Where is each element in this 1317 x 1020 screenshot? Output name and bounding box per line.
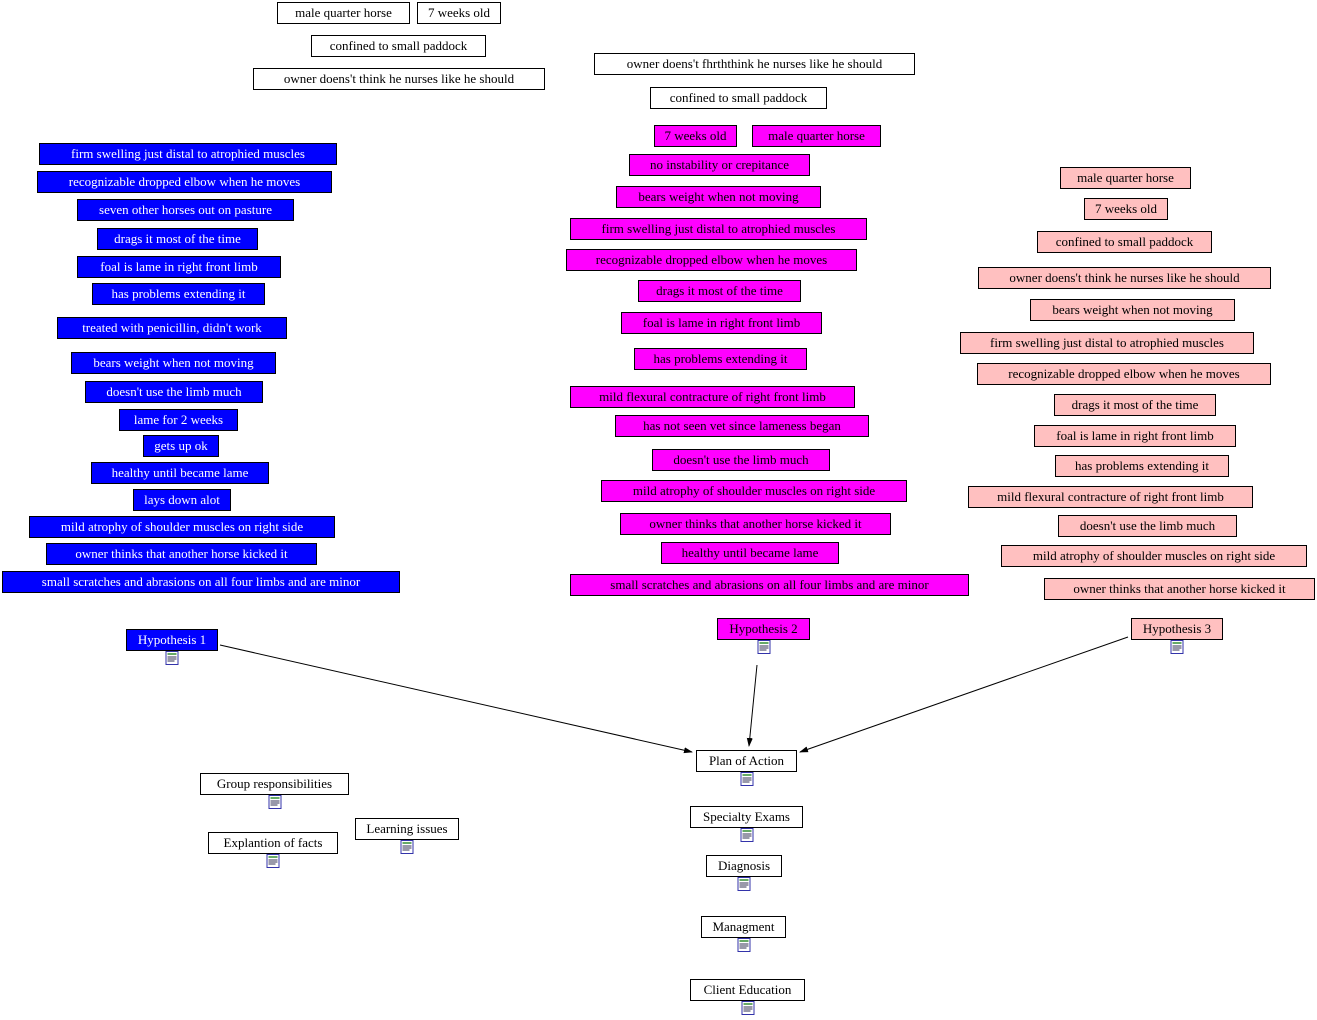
node-management[interactable] xyxy=(701,916,786,938)
node-label: foal is lame in right front limb xyxy=(642,315,801,330)
node-h1_owner_nurses[interactable] xyxy=(253,68,545,90)
node-hypothesis_3[interactable] xyxy=(1131,618,1223,640)
node-label: lays down alot xyxy=(144,492,220,507)
node-m_owner_kicked[interactable] xyxy=(620,513,891,535)
node-label: Hypothesis 1 xyxy=(137,632,207,647)
node-p_firm_swelling[interactable] xyxy=(960,332,1254,354)
node-p_dropped_elbow[interactable] xyxy=(977,363,1271,385)
node-m_drags_it[interactable] xyxy=(638,280,801,302)
node-b_mild_atrophy[interactable] xyxy=(29,516,335,538)
node-label: 7 weeks old xyxy=(427,5,491,20)
node-label: has problems extending it xyxy=(111,286,246,301)
node-label: small scratches and abrasions on all four limbs and are minor xyxy=(41,574,361,589)
node-client_education[interactable] xyxy=(690,979,805,1001)
node-b_dropped_elbow[interactable] xyxy=(37,171,332,193)
node-label: 7 weeks old xyxy=(664,128,727,143)
node-label: bears weight when not moving xyxy=(638,189,799,204)
node-label: foal is lame in right front limb xyxy=(1056,428,1214,443)
node-label: firm swelling just distal to atrophied muscles xyxy=(601,221,836,236)
document-icon xyxy=(737,938,750,952)
node-h2_confined[interactable] xyxy=(650,87,827,109)
node-p_foal_lame[interactable] xyxy=(1034,425,1236,447)
node-p_doesnt_use[interactable] xyxy=(1058,515,1237,537)
node-group_responsibilities[interactable] xyxy=(200,773,349,795)
node-label: Hypothesis 2 xyxy=(729,621,798,636)
node-m_not_seen_vet[interactable] xyxy=(615,415,869,437)
node-label: doesn't use the limb much xyxy=(106,384,242,399)
node-label: has problems extending it xyxy=(1075,458,1209,473)
node-label: mild flexural contracture of right front limb xyxy=(599,389,826,404)
node-label: Specialty Exams xyxy=(702,809,790,824)
node-b_lays_down[interactable] xyxy=(133,489,231,511)
node-label: owner doens't think he nurses like he should xyxy=(1009,270,1240,285)
node-b_scratches[interactable] xyxy=(2,571,400,593)
node-label: has not seen vet since lameness began xyxy=(643,418,841,433)
node-label: doesn't use the limb much xyxy=(1079,518,1216,533)
node-label: mild flexural contracture of right front limb xyxy=(997,489,1224,504)
document-icon xyxy=(267,854,280,868)
node-label: confined to small paddock xyxy=(329,38,468,53)
node-label: recognizable dropped elbow when he moves xyxy=(595,252,828,267)
node-label: lame for 2 weeks xyxy=(133,412,224,427)
node-m_bears_weight[interactable] xyxy=(616,186,821,208)
node-m_firm_swelling[interactable] xyxy=(570,218,867,240)
document-icon xyxy=(757,640,770,654)
node-label: seven other horses out on pasture xyxy=(99,202,272,217)
node-label: bears weight when not moving xyxy=(1052,302,1213,317)
node-p_owner_nurses[interactable] xyxy=(978,267,1271,289)
node-b_firm_swelling[interactable] xyxy=(39,143,337,165)
node-m_male_quarter_horse[interactable] xyxy=(752,125,881,147)
node-m_dropped_elbow[interactable] xyxy=(566,249,857,271)
node-label: bears weight when not moving xyxy=(93,355,254,370)
node-label: healthy until became lame xyxy=(111,465,249,480)
node-b_seven_horses[interactable] xyxy=(77,199,294,221)
node-label: firm swelling just distal to atrophied muscles xyxy=(990,335,1224,350)
node-hypothesis_1[interactable] xyxy=(126,629,218,651)
node-label: healthy until became lame xyxy=(681,545,819,560)
node-label: confined to small paddock xyxy=(669,90,808,105)
node-label: owner thinks that another horse kicked it xyxy=(649,516,862,531)
node-label: owner thinks that another horse kicked it xyxy=(1073,581,1286,596)
node-plan_of_action[interactable] xyxy=(696,750,797,772)
node-m_foal_lame[interactable] xyxy=(621,312,822,334)
node-label: firm swelling just distal to atrophied muscles xyxy=(71,146,305,161)
node-m_mild_atrophy[interactable] xyxy=(601,480,907,502)
node-label: Managment xyxy=(712,919,775,934)
document-icon xyxy=(268,795,281,809)
document-icon xyxy=(740,828,753,842)
node-h1_confined[interactable] xyxy=(311,35,486,57)
node-diagnosis[interactable] xyxy=(706,855,782,877)
node-label: owner doens't fhrththink he nurses like he should xyxy=(626,56,883,71)
document-icon xyxy=(401,840,414,854)
node-label: gets up ok xyxy=(154,438,208,453)
node-b_lame_2_weeks[interactable] xyxy=(119,409,238,431)
node-label: drags it most of the time xyxy=(114,231,241,246)
node-m_scratches[interactable] xyxy=(570,574,969,596)
node-label: mild atrophy of shoulder muscles on right side xyxy=(1032,548,1276,563)
document-icon xyxy=(738,877,751,891)
document-icon xyxy=(1171,640,1184,654)
node-label: Client Education xyxy=(703,982,792,997)
node-label: drags it most of the time xyxy=(1071,397,1199,412)
node-h1_7_weeks_old[interactable] xyxy=(417,2,501,24)
node-learning_issues[interactable] xyxy=(355,818,459,840)
node-explantion_of_facts[interactable] xyxy=(208,832,338,854)
node-m_7_weeks_old[interactable] xyxy=(654,125,737,147)
node-p_bears_weight[interactable] xyxy=(1030,299,1235,321)
edge-h2-plan xyxy=(749,665,757,746)
edge-h3-plan xyxy=(800,637,1128,752)
node-label: recognizable dropped elbow when he moves xyxy=(1008,366,1240,381)
node-label: recognizable dropped elbow when he moves xyxy=(68,174,301,189)
node-m_no_instability[interactable] xyxy=(629,154,810,176)
edge-h1-plan xyxy=(220,645,692,752)
node-label: Group responsibilities xyxy=(216,776,333,791)
node-p_problems_extending[interactable] xyxy=(1055,455,1229,477)
node-m_mild_flexural[interactable] xyxy=(570,386,855,408)
node-label: doesn't use the limb much xyxy=(673,452,809,467)
node-label: owner doens't think he nurses like he should xyxy=(283,71,515,86)
node-p_mild_flexural[interactable] xyxy=(968,486,1253,508)
node-b_problems_extending[interactable] xyxy=(92,283,265,305)
node-b_drags_it[interactable] xyxy=(97,228,258,250)
node-b_foal_lame[interactable] xyxy=(77,256,281,278)
node-p_male_quarter_horse[interactable] xyxy=(1060,167,1191,189)
document-icon xyxy=(740,772,753,786)
node-specialty_exams[interactable] xyxy=(690,806,803,828)
node-label: mild atrophy of shoulder muscles on right side xyxy=(60,519,304,534)
document-icon xyxy=(166,651,179,665)
node-label: male quarter horse xyxy=(1077,170,1174,185)
node-p_drags_it[interactable] xyxy=(1054,394,1216,416)
node-label: treated with penicillin, didn't work xyxy=(82,320,262,335)
node-label: Explantion of facts xyxy=(223,835,323,850)
document-icon xyxy=(741,1001,754,1015)
node-p_mild_atrophy[interactable] xyxy=(1001,545,1307,567)
node-label: mild atrophy of shoulder muscles on right side xyxy=(632,483,876,498)
node-b_owner_kicked[interactable] xyxy=(46,543,317,565)
node-hypothesis_2[interactable] xyxy=(717,618,810,640)
node-b_gets_up_ok[interactable] xyxy=(143,435,219,457)
node-label: owner thinks that another horse kicked it xyxy=(75,546,288,561)
node-label: Plan of Action xyxy=(708,753,785,768)
node-label: drags it most of the time xyxy=(656,283,783,298)
node-m_doesnt_use[interactable] xyxy=(652,449,830,471)
node-p_confined[interactable] xyxy=(1037,231,1212,253)
node-p_7_weeks_old[interactable] xyxy=(1084,198,1168,220)
node-h2_owner_nurses[interactable] xyxy=(594,53,915,75)
node-label: foal is lame in right front limb xyxy=(100,259,258,274)
node-h1_male_quarter_horse[interactable] xyxy=(277,2,410,24)
node-p_owner_kicked[interactable] xyxy=(1044,578,1315,600)
node-label: confined to small paddock xyxy=(1055,234,1194,249)
node-b_bears_weight[interactable] xyxy=(71,352,276,374)
node-label: no instability or crepitance xyxy=(650,157,789,172)
node-label: Hypothesis 3 xyxy=(1142,621,1212,636)
node-m_problems_extending[interactable] xyxy=(634,348,807,370)
node-label: has problems extending it xyxy=(653,351,788,366)
node-b_doesnt_use[interactable] xyxy=(85,381,263,403)
node-m_healthy_until[interactable] xyxy=(661,542,839,564)
node-b_healthy_until[interactable] xyxy=(91,462,269,484)
node-label: small scratches and abrasions on all four limbs and are minor xyxy=(610,577,929,592)
node-label: Learning issues xyxy=(366,821,448,836)
node-label: Diagnosis xyxy=(718,858,770,873)
node-label: 7 weeks old xyxy=(1094,201,1158,216)
node-b_penicillin[interactable] xyxy=(57,317,287,339)
node-label: male quarter horse xyxy=(295,5,392,20)
node-label: male quarter horse xyxy=(768,128,865,143)
